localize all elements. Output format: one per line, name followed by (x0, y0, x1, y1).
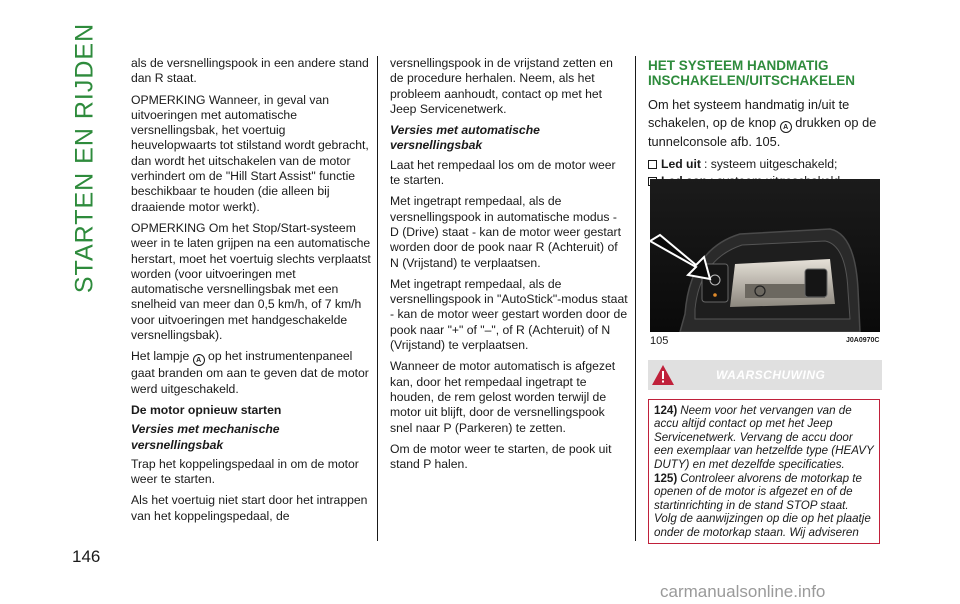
column-3 (648, 56, 882, 192)
section-heading: HET SYSTEEM HANDMATIG INSCHAKELEN/UITSCHAKELEN (648, 58, 856, 88)
figure-number: 105 (650, 335, 669, 347)
console-illustration (650, 179, 880, 332)
warning-item: 125) Controleer alvorens de motorkap te openen of de motor is afgezet en of de startinrichting in de stand STOP staat. Volg de aanwijzingen op die op het plaatje onder de motorkap staan. Wij adviseren (654, 472, 871, 539)
warning-box (648, 399, 880, 544)
warning-header (648, 360, 882, 390)
paragraph: als de versnellingspook in een andere stand dan R staat. (131, 56, 369, 86)
subheading: De motor opnieuw starten (131, 402, 282, 417)
warning-title: WAARSCHUWING (716, 368, 826, 382)
watermark: carmanualsonline.info (660, 582, 826, 601)
figure-code: J0A0970C (846, 337, 880, 344)
warning-item: 124) Neem voor het vervangen van de accu altijd contact op met het Jeep Servicenetwerk. Vervang de accu door een exemplaar van hetzelfde type (HEAVY DUTY) en met dezelfde specificaties. (654, 404, 874, 471)
warning-triangle-icon (651, 364, 675, 386)
stop-start-icon: A (193, 354, 205, 366)
column-1 (131, 56, 371, 530)
note-paragraph: OPMERKING Wanneer, in geval van uitvoeringen met automatische versnellingsbak, het voertuig heuvelopwaarts tot stilstand wordt gebracht, dan wordt het uitschakelen van de motor verhindert om de "Hill Start Assist" functie beschikbaar te houden (die alleen bij draaiende motor werkt). (131, 92, 369, 214)
paragraph: Het lampje A op het instrumentenpaneel gaat branden om aan te geven dat de motor werd uitgeschakeld. (131, 349, 369, 396)
column-divider-right (635, 56, 636, 541)
paragraph: Laat het rempedaal los om de motor weer te starten. (390, 157, 616, 188)
paragraph: Om de motor weer te starten, de pook uit stand P halen. (390, 441, 612, 472)
paragraph: versnellingspook in de vrijstand zetten en de procedure herhalen. Neem, als het probleem aanhoudt, contact op met het Jeep Servicenetwerk. (390, 56, 613, 116)
paragraph: Als het voertuig niet start door het intrappen van het koppelingspedaal, de (131, 493, 368, 523)
paragraph: Om het systeem handmatig in/uit te schakelen, op de knop A drukken op de tunnelconsole afb. 105. (648, 97, 877, 149)
column-2 (390, 56, 628, 478)
stop-start-icon: A (780, 121, 792, 133)
subheading: Versies met mechanische versnellingsbak (131, 422, 280, 452)
paragraph: Trap het koppelingspedaal in om de motor weer te starten. (131, 456, 359, 487)
note-paragraph: OPMERKING Om het Stop/Start-systeem weer in te laten grijpen na een automatische herstart, moet het voertuig slechts verplaatst worden (voor uitvoeringen met automatische versnellingsbak met een snelheid van meer dan 0,5 km/h, of 7 km/h voor uitvoeringen met handgeschakelde versnellingsbak). (131, 220, 371, 343)
column-divider-left (377, 56, 378, 541)
page-number: 146 (72, 547, 101, 566)
chapter-title (55, 22, 115, 294)
chapter-title-text: STARTEN EN RIJDEN (70, 22, 99, 294)
subheading: Versies met automatische versnellingsbak (390, 123, 540, 153)
bullet-square-icon (648, 160, 657, 169)
console-photo (650, 179, 880, 332)
paragraph: Met ingetrapt rempedaal, als de versnellingspook in "AutoStick"-modus staat - kan de motor weer gestart worden door de pook naar "+" of "–", of R (Achteruit) of N (Vrijstand) te verplaatsen. (390, 276, 628, 353)
list-item: Led uit : systeem uitgeschakeld; (648, 157, 882, 172)
paragraph: Met ingetrapt rempedaal, als de versnellingspook in automatische modus - D (Drive) staat - kan de motor weer gestart worden door de pook naar R (Achteruit) of N (Vrijstand) te verplaatsen. (390, 194, 621, 270)
paragraph: Wanneer de motor automatisch is afgezet kan, door het rempedaal ingetrapt te houden, de rem gelost worden terwijl de motor uit blijft, door de versnellingspook snel naar P (Parkeren) te zetten. (390, 359, 616, 435)
